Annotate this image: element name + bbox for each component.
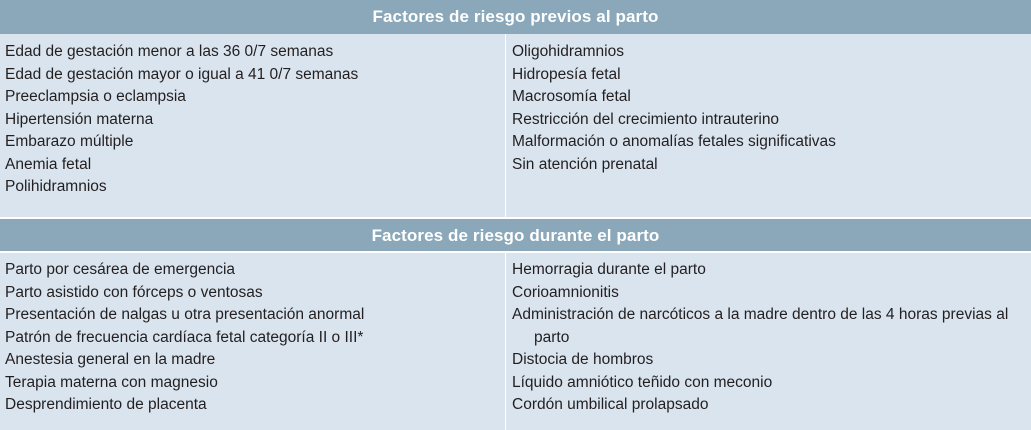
section-header-antepartum: Factores de riesgo previos al parto <box>0 0 1031 34</box>
column-divider <box>505 34 506 217</box>
list-item: Malformación o anomalías fetales significativas <box>512 133 836 150</box>
list-item: Presentación de nalgas u otra presentación anormal <box>5 306 365 323</box>
intrapartum-right-list <box>512 259 1027 417</box>
list-item: Administración de narcóticos a la madre dentro de las 4 horas previas al parto <box>512 306 1009 346</box>
list-item: Hipertensión materna <box>5 110 154 128</box>
list-item: Parto por cesárea de emergencia <box>5 261 236 278</box>
section-header-intrapartum: Factores de riesgo durante el parto <box>0 219 1031 253</box>
list-item: Cordón umbilical prolapsado <box>512 396 709 413</box>
list-item: Sin atención prenatal <box>512 155 658 173</box>
list-item: Edad de gestación menor a las 36 0/7 semanas <box>5 43 334 60</box>
list-item: Desprendimiento de placenta <box>5 396 207 413</box>
list-item: Líquido amniótico teñido con meconio <box>512 373 773 391</box>
list-item: Anemia fetal <box>5 155 92 173</box>
list-item: Distocia de hombros <box>512 351 654 368</box>
intrapartum-left-list <box>5 259 500 417</box>
list-item: Anestesia general en la madre <box>5 351 216 368</box>
list-item: Macrosomía fetal <box>512 88 631 105</box>
antepartum-left-list <box>5 41 500 199</box>
list-item: Polihidramnios <box>5 178 107 195</box>
list-item: Patrón de frecuencia cardíaca fetal categoría II o III* <box>5 328 364 346</box>
column-divider <box>505 253 506 430</box>
list-item: Edad de gestación mayor o igual a 41 0/7 semanas <box>5 65 359 83</box>
antepartum-right-list <box>512 41 1022 176</box>
list-item: Restricción del crecimiento intrauterino <box>512 110 780 128</box>
list-item: Embarazo múltiple <box>5 133 134 150</box>
list-item: Terapia materna con magnesio <box>5 373 218 391</box>
list-item: Hidropesía fetal <box>512 65 621 83</box>
list-item: Corioamnionitis <box>512 283 619 301</box>
list-item: Oligohidramnios <box>512 43 624 60</box>
list-item: Hemorragia durante el parto <box>512 261 706 278</box>
list-item: Preeclampsia o eclampsia <box>5 88 186 105</box>
list-item: Parto asistido con fórceps o ventosas <box>5 283 263 301</box>
